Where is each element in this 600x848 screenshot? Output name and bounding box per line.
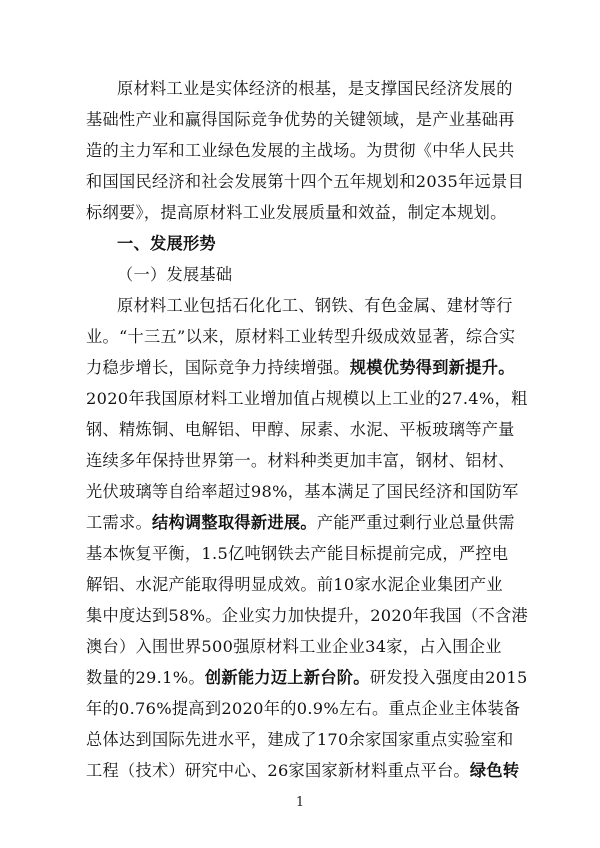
text-line: 原材料工业是实体经济的根基，是支撑国民经济发展的 xyxy=(117,79,513,98)
bold-phrase: 规模优势得到新提升。 xyxy=(349,358,515,377)
text-line: 原材料工业包括石化化工、钢铁、有色金属、建材等行 xyxy=(117,296,513,315)
text-line: 光伏玻璃等自给率超过98%，基本满足了国民经济和国防军 xyxy=(86,482,519,501)
text-line: 标纲要》，提高原材料工业发展质量和效益，制定本规划。 xyxy=(86,203,507,222)
text-line: 连续多年保持世界第一。材料种类更加丰富，钢材、铝材、 xyxy=(86,451,515,470)
text-line: 澳台）入围世界500强原材料工业企业34家，占入围企业 xyxy=(86,637,502,656)
bold-phrase: 创新能力迈上新台阶。 xyxy=(204,668,370,687)
subsection-heading: （一）发展基础 xyxy=(117,265,233,284)
text-line: 造的主力军和工业绿色发展的主战场。为贯彻《中华人民共 xyxy=(86,141,515,160)
text-line: 业。“十三五”以来，原材料工业转型升级成效显著，综合实 xyxy=(86,327,516,346)
text-line: 集中度达到58%。企业实力加快提升，2020年我国（不含港 xyxy=(86,606,528,625)
text-line: 解铝、水泥产能取得明显成效。前10家水泥企业集团产业 xyxy=(86,575,503,594)
page-number: 1 xyxy=(295,795,305,810)
text-line: 和国国民经济和社会发展第十四个五年规划和2035年远景目 xyxy=(86,172,525,191)
text-line: 钢、精炼铜、电解铝、甲醇、尿素、水泥、平板玻璃等产量 xyxy=(86,420,515,439)
text-line: 总体达到国际先进水平，建成了170余家国家重点实验室和 xyxy=(86,730,514,749)
text-line: 力稳步增长，国际竞争力持续增强。规模优势得到新提升。 xyxy=(86,358,515,377)
text-line: 基础性产业和赢得国际竞争优势的关键领域，是产业基础再 xyxy=(86,110,515,129)
text-line: 工需求。结构调整取得新进展。产能严重过剩行业总量供需 xyxy=(86,513,515,532)
text-line: 工程（技术）研究中心、26家国家新材料重点平台。绿色转 xyxy=(86,761,520,780)
section-heading: 一、发展形势 xyxy=(117,234,216,253)
text-line: 基本恢复平衡，1.5亿吨钢铁去产能目标提前完成，严控电 xyxy=(86,544,509,563)
text-line: 数量的29.1%。创新能力迈上新台阶。研发投入强度由2015 xyxy=(86,668,528,687)
text-line: 年的0.76%提高到2020年的0.9%左右。重点企业主体装备 xyxy=(86,699,521,718)
bold-phrase: 绿色转 xyxy=(469,761,520,780)
text-line: 2020年我国原材料工业增加值占规模以上工业的27.4%，粗 xyxy=(86,389,528,408)
bold-phrase: 结构调整取得新进展。 xyxy=(151,513,317,532)
